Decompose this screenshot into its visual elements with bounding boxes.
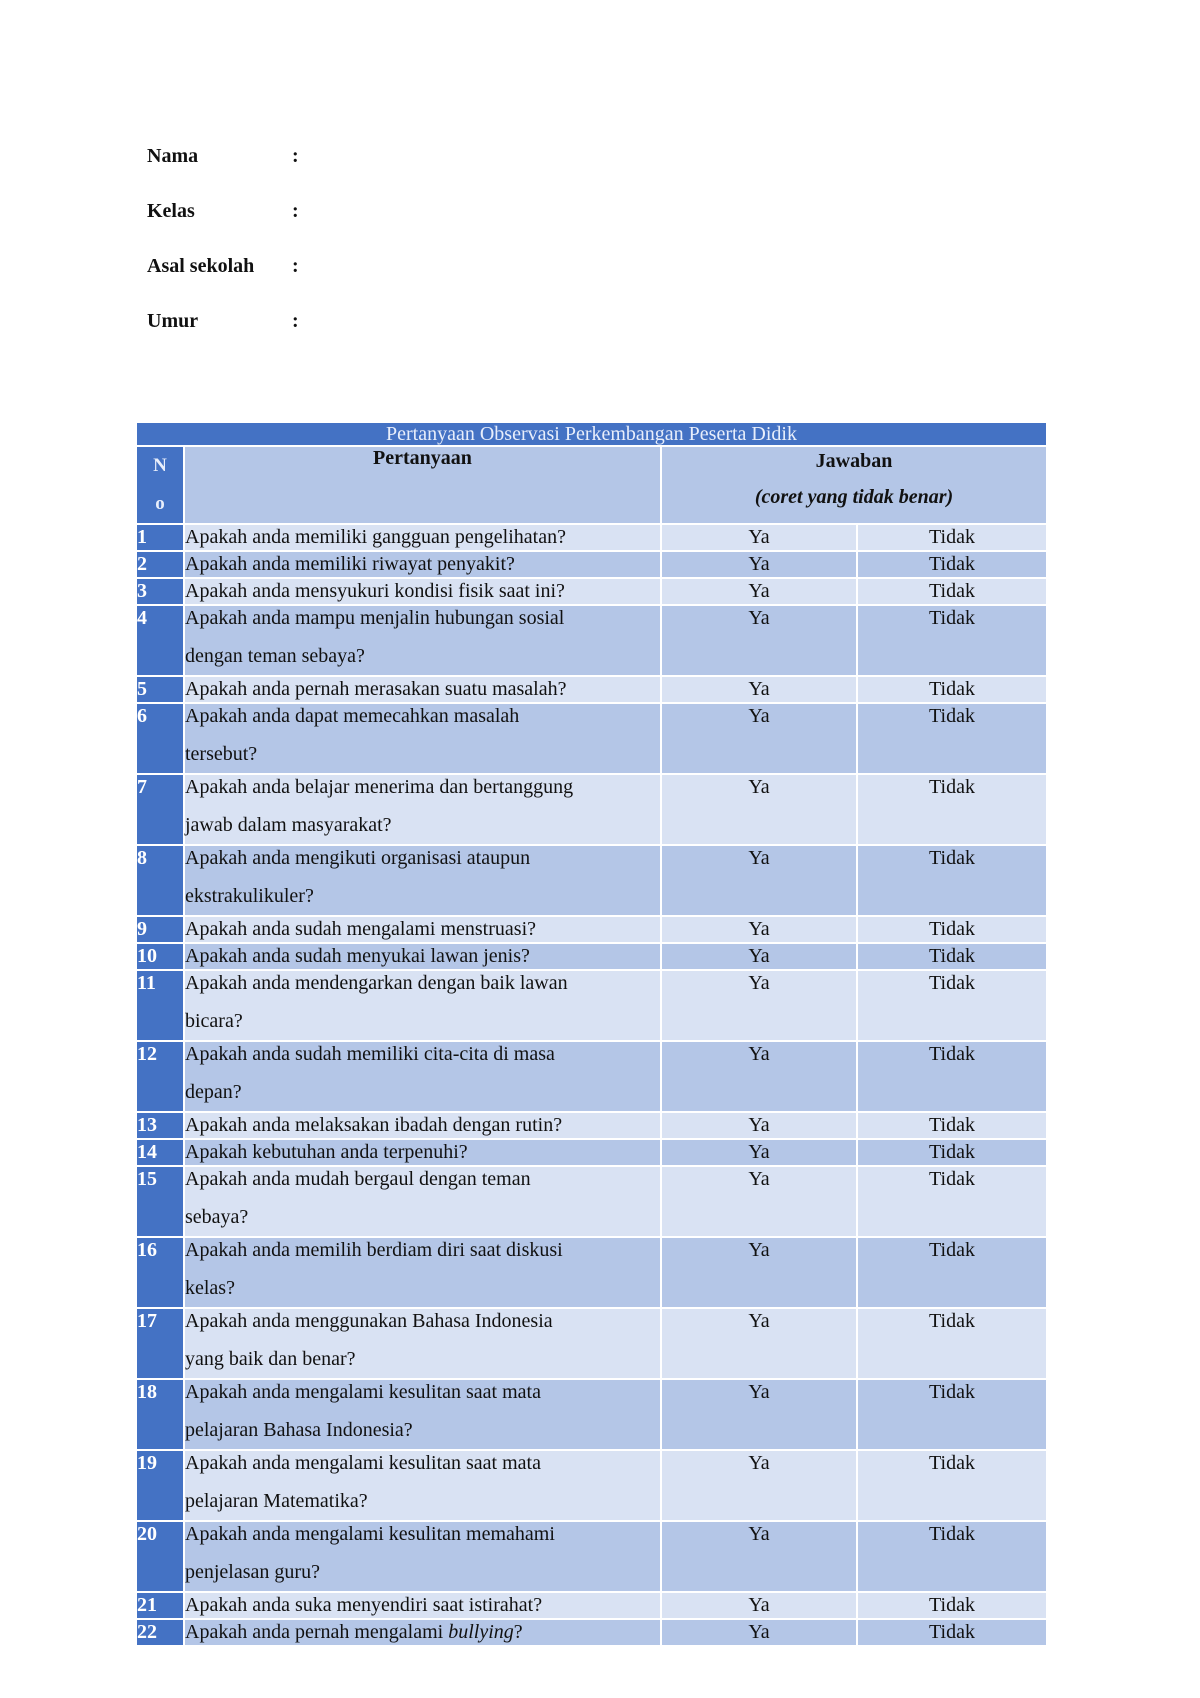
table-row	[136, 1166, 1047, 1237]
answer-ya[interactable]: Ya	[661, 703, 857, 774]
question-line2: ekstrakulikuler?	[185, 885, 314, 907]
answer-ya[interactable]: Ya	[661, 1450, 857, 1521]
header-answer	[661, 446, 1047, 524]
question-text	[185, 1373, 660, 1449]
question-line1: Apakah anda sudah memiliki cita-cita di masa	[185, 1043, 555, 1065]
table-row	[136, 1237, 1047, 1308]
question-text	[185, 1515, 660, 1591]
question-cell	[184, 845, 661, 916]
question-cell	[184, 1112, 661, 1139]
question-text	[185, 839, 660, 915]
row-number: 13	[136, 1112, 184, 1139]
answer-tidak[interactable]: Tidak	[857, 1237, 1047, 1308]
row-number: 17	[136, 1308, 184, 1379]
row-number: 7	[136, 774, 184, 845]
row-number: 5	[136, 676, 184, 703]
question-line1: Apakah anda memilih berdiam diri saat diskusi	[185, 1239, 563, 1261]
question-line2: pelajaran Bahasa Indonesia?	[185, 1419, 413, 1441]
question-cell	[184, 703, 661, 774]
table-row	[136, 1592, 1047, 1619]
table-row	[136, 551, 1047, 578]
answer-ya[interactable]: Ya	[661, 1166, 857, 1237]
answer-tidak[interactable]: Tidak	[857, 703, 1047, 774]
table-row	[136, 916, 1047, 943]
identity-row-asal-sekolah	[147, 255, 299, 310]
question-text: Apakah anda sudah menyukai lawan jenis?	[185, 945, 530, 967]
question-text	[185, 599, 660, 675]
answer-tidak[interactable]: Tidak	[857, 1521, 1047, 1592]
row-number: 19	[136, 1450, 184, 1521]
question-line2: pelajaran Matematika?	[185, 1490, 368, 1512]
question-line1: Apakah anda mudah bergaul dengan teman	[185, 1168, 531, 1190]
identity-label: Nama	[147, 145, 199, 167]
question-text	[185, 964, 660, 1040]
question-cell	[184, 1592, 661, 1619]
question-text: Apakah anda memiliki riwayat penyakit?	[185, 553, 515, 575]
table-row	[136, 524, 1047, 551]
row-number: 14	[136, 1139, 184, 1166]
question-cell	[184, 970, 661, 1041]
table-row	[136, 1308, 1047, 1379]
answer-tidak[interactable]: Tidak	[857, 1592, 1047, 1619]
header-no-line2: o	[155, 493, 165, 514]
question-line2: penjelasan guru?	[185, 1561, 320, 1583]
question-line1: Apakah anda mendengarkan dengan baik lawan	[185, 972, 568, 994]
question-text: Apakah kebutuhan anda terpenuhi?	[185, 1141, 468, 1163]
question-line1: Apakah anda dapat memecahkan masalah	[185, 705, 520, 727]
answer-ya[interactable]: Ya	[661, 1139, 857, 1166]
table-row	[136, 1379, 1047, 1450]
question-text	[185, 1035, 660, 1111]
row-number: 3	[136, 578, 184, 605]
answer-tidak[interactable]: Tidak	[857, 551, 1047, 578]
row-number: 12	[136, 1041, 184, 1112]
question-line1: Apakah anda belajar menerima dan bertanggung	[185, 776, 574, 798]
question-text	[185, 1231, 660, 1307]
table-row	[136, 703, 1047, 774]
question-text: Apakah anda pernah mengalami	[185, 1621, 449, 1643]
row-number: 8	[136, 845, 184, 916]
question-end: ?	[513, 1621, 523, 1643]
question-cell	[184, 1379, 661, 1450]
header-no-line1: N	[153, 455, 167, 476]
question-text: Apakah anda suka menyendiri saat istirahat?	[185, 1594, 543, 1616]
question-text	[185, 1444, 660, 1520]
answer-ya[interactable]: Ya	[661, 1041, 857, 1112]
answer-ya[interactable]: Ya	[661, 1592, 857, 1619]
table-row	[136, 1041, 1047, 1112]
question-cell	[184, 524, 661, 551]
table-row	[136, 1521, 1047, 1592]
table-row	[136, 1112, 1047, 1139]
table-body	[136, 524, 1047, 1646]
header-answer-title: Jawaban	[815, 450, 893, 472]
identity-label: Kelas	[147, 200, 195, 222]
answer-tidak[interactable]: Tidak	[857, 1308, 1047, 1379]
question-line2: jawab dalam masyarakat?	[185, 814, 392, 836]
question-cell	[184, 1619, 661, 1646]
table-row	[136, 845, 1047, 916]
answer-tidak[interactable]: Tidak	[857, 578, 1047, 605]
answer-tidak[interactable]: Tidak	[857, 676, 1047, 703]
answer-tidak[interactable]: Tidak	[857, 1041, 1047, 1112]
identity-colon: :	[292, 145, 299, 167]
identity-label: Umur	[147, 310, 199, 332]
question-cell	[184, 551, 661, 578]
header-no	[136, 446, 184, 524]
answer-tidak[interactable]: Tidak	[857, 1450, 1047, 1521]
question-cell	[184, 1521, 661, 1592]
answer-ya[interactable]: Ya	[661, 1379, 857, 1450]
answer-ya[interactable]: Ya	[661, 845, 857, 916]
row-number: 10	[136, 943, 184, 970]
question-text: Apakah anda pernah merasakan suatu masalah?	[185, 678, 567, 700]
answer-ya[interactable]: Ya	[661, 1112, 857, 1139]
answer-tidak[interactable]: Tidak	[857, 943, 1047, 970]
table-row	[136, 774, 1047, 845]
question-line1: Apakah anda mengalami kesulitan saat mata	[185, 1381, 541, 1403]
row-number: 20	[136, 1521, 184, 1592]
question-line2: depan?	[185, 1081, 242, 1103]
question-line1: Apakah anda menggunakan Bahasa Indonesia	[185, 1310, 553, 1332]
row-number: 16	[136, 1237, 184, 1308]
header-answer-note: (coret yang tidak benar)	[754, 486, 954, 508]
answer-ya[interactable]: Ya	[661, 676, 857, 703]
row-number: 2	[136, 551, 184, 578]
question-line1: Apakah anda mengikuti organisasi ataupun	[185, 847, 531, 869]
question-cell	[184, 1041, 661, 1112]
question-text	[185, 697, 660, 773]
identity-row-umur	[147, 310, 299, 365]
identity-row-nama	[147, 145, 299, 200]
identity-label: Asal sekolah	[147, 255, 255, 277]
answer-ya[interactable]: Ya	[661, 1308, 857, 1379]
identity-colon: :	[292, 200, 299, 222]
question-line2: kelas?	[185, 1277, 235, 1299]
row-number: 1	[136, 524, 184, 551]
question-line2: yang baik dan benar?	[185, 1348, 356, 1370]
answer-ya[interactable]: Ya	[661, 916, 857, 943]
table-row	[136, 605, 1047, 676]
question-cell	[184, 774, 661, 845]
table-row	[136, 1619, 1047, 1646]
row-number: 6	[136, 703, 184, 774]
answer-tidak[interactable]: Tidak	[857, 1619, 1047, 1646]
answer-tidak[interactable]: Tidak	[857, 916, 1047, 943]
question-cell	[184, 916, 661, 943]
identity-colon: :	[292, 255, 299, 277]
answer-ya[interactable]: Ya	[661, 1521, 857, 1592]
question-text	[185, 1160, 660, 1236]
identity-row-kelas	[147, 200, 299, 255]
question-text: Apakah anda mensyukuri kondisi fisik saat ini?	[185, 580, 565, 602]
answer-tidak[interactable]: Tidak	[857, 1139, 1047, 1166]
row-number: 18	[136, 1379, 184, 1450]
answer-ya[interactable]: Ya	[661, 578, 857, 605]
answer-tidak[interactable]: Tidak	[857, 1379, 1047, 1450]
table-title: Pertanyaan Observasi Perkembangan Peserta Didik	[136, 422, 1047, 446]
answer-ya[interactable]: Ya	[661, 943, 857, 970]
row-number: 4	[136, 605, 184, 676]
identity-colon: :	[292, 310, 299, 332]
answer-tidak[interactable]: Tidak	[857, 524, 1047, 551]
question-line1: Apakah anda mampu menjalin hubungan sosial	[185, 607, 565, 629]
observation-table	[135, 421, 1048, 1647]
question-text: Apakah anda melaksakan ibadah dengan rutin?	[185, 1114, 563, 1136]
row-number: 11	[136, 970, 184, 1041]
answer-ya[interactable]: Ya	[661, 1619, 857, 1646]
row-number: 9	[136, 916, 184, 943]
table-row	[136, 970, 1047, 1041]
answer-tidak[interactable]: Tidak	[857, 1166, 1047, 1237]
answer-tidak[interactable]: Tidak	[857, 970, 1047, 1041]
question-line1: Apakah anda mengalami kesulitan saat mata	[185, 1452, 541, 1474]
question-cell	[184, 1166, 661, 1237]
question-text	[185, 1302, 660, 1378]
answer-ya[interactable]: Ya	[661, 605, 857, 676]
answer-ya[interactable]: Ya	[661, 774, 857, 845]
question-text: Apakah anda sudah mengalami menstruasi?	[185, 918, 536, 940]
answer-ya[interactable]: Ya	[661, 970, 857, 1041]
answer-ya[interactable]: Ya	[661, 524, 857, 551]
row-number: 15	[136, 1166, 184, 1237]
answer-tidak[interactable]: Tidak	[857, 845, 1047, 916]
question-italic: bullying	[448, 1621, 514, 1643]
answer-tidak[interactable]: Tidak	[857, 774, 1047, 845]
question-line2: bicara?	[185, 1010, 243, 1032]
row-number: 22	[136, 1619, 184, 1646]
question-line1: Apakah anda mengalami kesulitan memahami	[185, 1523, 555, 1545]
table-row	[136, 1450, 1047, 1521]
question-cell	[184, 605, 661, 676]
question-line2: sebaya?	[185, 1206, 249, 1228]
header-question: Pertanyaan	[184, 446, 661, 524]
question-text	[185, 768, 660, 844]
question-cell	[184, 1308, 661, 1379]
question-cell	[184, 1237, 661, 1308]
question-text: Apakah anda memiliki gangguan pengelihatan?	[185, 526, 566, 548]
question-line2: tersebut?	[185, 743, 258, 765]
row-number: 21	[136, 1592, 184, 1619]
question-line2: dengan teman sebaya?	[185, 645, 365, 667]
answer-ya[interactable]: Ya	[661, 1237, 857, 1308]
answer-tidak[interactable]: Tidak	[857, 605, 1047, 676]
answer-tidak[interactable]: Tidak	[857, 1112, 1047, 1139]
identity-section	[147, 145, 299, 365]
answer-ya[interactable]: Ya	[661, 551, 857, 578]
question-cell	[184, 1450, 661, 1521]
